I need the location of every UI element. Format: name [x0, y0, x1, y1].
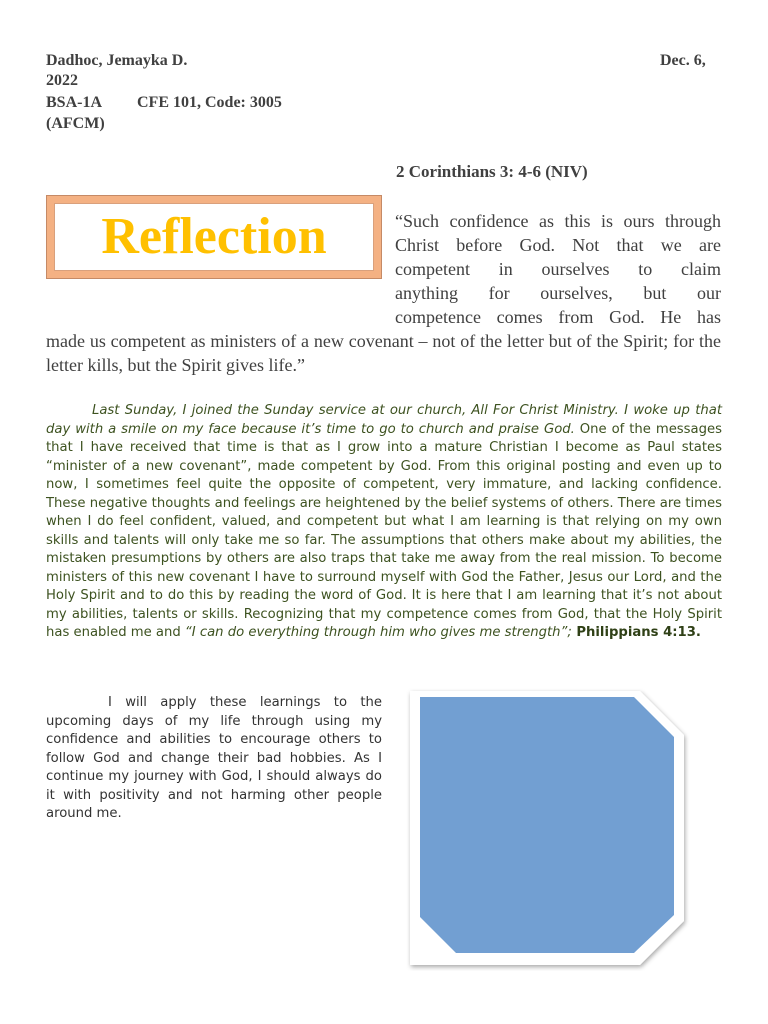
paragraph-1-body: One of the messages that I have received that time is that as I grow into a mature Christian I become as Paul states “minister of a new covenant”, made competent by God. From this original posting and even up to now, I sometimes feel quite the opposite of competent, very immature, and lacking confidence. These negative thoughts and feelings are heightened by the belief systems of others. There are times when I do feel confident, valued, and competent but what I am learning is that relying on my own skills and talents will only take me so far. The assumptions that others make about my abilities, the mistaken presumptions by others are also traps that take me away from the real mission. To become ministers of this new covenant I have to surround myself with God the Father, Jesus our Lord, and the Holy Spirit and to do this by reading the word of God. It is here that I am learning that it’s not about my abilities, talents or skills. Recognizing that my competence comes from God, that the Holy Spirit has enabled me and [46, 421, 722, 640]
reflection-paragraph-1 [46, 402, 722, 643]
photo-placeholder [404, 685, 690, 971]
reflection-title-inner [54, 203, 374, 271]
verse-line: anything for ourselves, but our [395, 283, 721, 303]
date-line1: Dec. 6, [660, 52, 706, 69]
reflection-paragraph-2: I will apply these learnings to the upcoming days of my life through using my confidence and abilities to encourage others to follow God and change their bad hobbies. As I continue my journey with God, I should always do it with positivity and not harming other people around me. [46, 695, 382, 821]
verse-line: competent in ourselves to claim [395, 259, 721, 279]
organization: (AFCM) [46, 115, 105, 132]
verse-continuation: made us competent as ministers of a new covenant – not of the letter but of the Spirit; for the letter kills, but the Spirit gives life.” [46, 331, 721, 375]
bible-citation: Philippians 4:13. [571, 625, 701, 640]
bible-quote: “I can do everything through him who gives me strength”; [184, 625, 572, 640]
reflection-title: Reflection [101, 208, 327, 265]
course-code: CFE 101, Code: 3005 [137, 94, 282, 111]
section-code: BSA-1A [46, 94, 103, 111]
verse-line: competence comes from God. He has [395, 307, 721, 327]
verse-line: Christ before God. Not that we are [395, 235, 721, 255]
paragraph-1-intro: Last Sunday, I joined the Sunday service at our church, All For Christ Ministry. I woke up that day with a smile on my face because it’s time to go to church and praise God. [46, 403, 722, 437]
student-name: Dadhoc, Jemayka D. [46, 52, 188, 69]
verse-column [395, 209, 721, 329]
date-line2: 2022 [46, 72, 78, 89]
reflection-title-frame [46, 195, 382, 279]
verse-reference: 2 Corinthians 3: 4-6 (NIV) [396, 162, 588, 181]
photo-fill [420, 697, 674, 953]
verse-line: “Such confidence as this is ours through [395, 211, 721, 231]
